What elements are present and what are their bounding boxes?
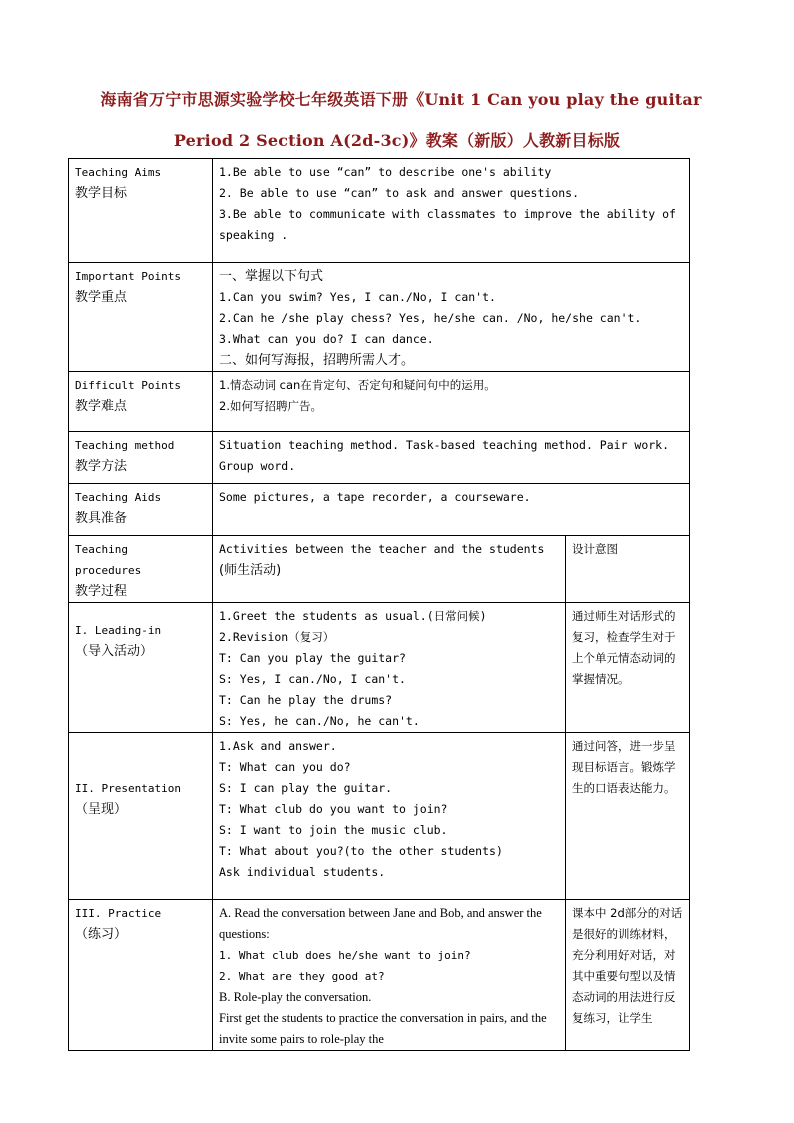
- activity-line: T: Can he play the drums?: [219, 693, 393, 707]
- content-cell: [213, 159, 690, 263]
- activities-cell: [213, 733, 566, 900]
- method-text: Situation teaching method. Task-based teaching method. Pair work. Group word.: [219, 438, 670, 473]
- label-en: procedures: [75, 564, 142, 577]
- label-cell: [69, 536, 213, 603]
- activity-line: S: Yes, I can./No, I can't.: [219, 672, 406, 686]
- activity-line: T: What club do you want to join?: [219, 802, 448, 816]
- activity-line: 2.Revision（复习）: [219, 630, 335, 644]
- aim-item: 2. Be able to use “can” to ask and answer questions.: [219, 186, 580, 200]
- label-en: Teaching: [75, 543, 128, 556]
- label-en: Teaching Aids: [75, 491, 162, 504]
- label-en: Teaching method: [75, 439, 175, 452]
- activity-line: S: Yes, he can./No, he can't.: [219, 714, 420, 728]
- lesson-plan-table: [68, 158, 690, 1051]
- difficult-item: 1.情态动词 can在肯定句、否定句和疑问句中的运用。: [219, 378, 496, 392]
- point-heading: 一、掌握以下句式: [219, 269, 324, 284]
- label-en: II. Presentation: [75, 782, 181, 795]
- row-presentation: [69, 733, 690, 900]
- design-note-cell: [566, 603, 690, 733]
- design-header: 设计意图: [572, 542, 618, 556]
- activity-line: S: I can play the guitar.: [219, 781, 393, 795]
- practice-instruction: A. Read the conversation between Jane and Bob, and answer the questions:: [219, 906, 542, 941]
- practice-question: 1. What club does he/she want to join?: [219, 949, 471, 962]
- activity-line: T: Can you play the guitar?: [219, 651, 406, 665]
- label-cn: 教具准备: [75, 511, 128, 526]
- activities-header-en: Activities between the teacher and the students: [219, 542, 545, 556]
- practice-question: 2. What are they good at?: [219, 970, 385, 983]
- label-cell: [69, 733, 213, 900]
- document-title-line-2: Period 2 Section A(2d-3c)》教案（新版）人教新目标版: [173, 131, 621, 150]
- label-cell: [69, 603, 213, 733]
- label-en: III. Practice: [75, 907, 162, 920]
- label-cell: [69, 159, 213, 263]
- label-cn: 教学重点: [75, 290, 128, 305]
- label-cell: [69, 900, 213, 1051]
- label-cn: 教学难点: [75, 399, 128, 414]
- row-leading-in: [69, 603, 690, 733]
- activity-line: T: What can you do?: [219, 760, 351, 774]
- label-en: I. Leading-in: [75, 624, 162, 637]
- row-practice: [69, 900, 690, 1051]
- design-note: 通过问答，进一步呈现目标语言。锻炼学生的口语表达能力。: [572, 739, 676, 795]
- content-cell: [213, 263, 690, 372]
- design-note: 通过师生对话形式的复习，检查学生对于上个单元情态动词的掌握情况。: [572, 609, 676, 686]
- activities-header-cn: (师生活动): [219, 563, 282, 578]
- label-cn: （导入活动）: [75, 644, 154, 659]
- aim-item: 3.Be able to communicate with classmates to improve the ability of speaking .: [219, 207, 676, 242]
- row-teaching-aids: [69, 484, 690, 536]
- activity-line: 1.Greet the students as usual.(日常问候): [219, 609, 487, 623]
- row-teaching-method: [69, 432, 690, 484]
- document-title-line-1: 海南省万宁市思源实验学校七年级英语下册《Unit 1 Can you play the guitar: [100, 90, 702, 109]
- label-cell: [69, 263, 213, 372]
- activity-line: T: What about you?(to the other students): [219, 844, 503, 858]
- label-cell: [69, 432, 213, 484]
- label-cn: 教学过程: [75, 584, 128, 599]
- activities-cell: [213, 900, 566, 1051]
- label-cn: 教学目标: [75, 186, 128, 201]
- design-note: 课本中 2d部分的对话是很好的训练材料，充分利用好对话，对其中重要句型以及情态动词的用法进行反复练习，让学生: [572, 906, 683, 1025]
- label-cn: 教学方法: [75, 459, 128, 474]
- label-cell: [69, 484, 213, 536]
- aids-text: Some pictures, a tape recorder, a courseware.: [219, 490, 531, 504]
- aim-item: 1.Be able to use “can” to describe one's ability: [219, 165, 552, 179]
- point-item: 2.Can he /she play chess? Yes, he/she can. /No, he/she can't.: [219, 311, 642, 325]
- content-cell: [213, 372, 690, 432]
- content-cell: [213, 432, 690, 484]
- row-procedures-header: [69, 536, 690, 603]
- design-note-cell: [566, 733, 690, 900]
- point-item: 1.Can you swim? Yes, I can./No, I can't.: [219, 290, 496, 304]
- point-heading: 二、如何写海报，招聘所需人才。: [219, 353, 415, 368]
- design-note-cell: [566, 900, 690, 1051]
- activity-line: Ask individual students.: [219, 865, 386, 879]
- label-en: Difficult Points: [75, 379, 181, 392]
- label-cell: [69, 372, 213, 432]
- activity-line: 1.Ask and answer.: [219, 739, 337, 753]
- point-item: 3.What can you do? I can dance.: [219, 332, 434, 346]
- row-important-points: [69, 263, 690, 372]
- label-en: Teaching Aims: [75, 166, 162, 179]
- difficult-item: 2.如何写招聘广告。: [219, 399, 322, 413]
- activities-header-cell: [213, 536, 566, 603]
- practice-instruction: First get the students to practice the conversation in pairs, and the invite some pairs to role-play the: [219, 1011, 547, 1046]
- activity-line: S: I want to join the music club.: [219, 823, 448, 837]
- practice-instruction: B. Role-play the conversation.: [219, 990, 372, 1004]
- content-cell: [213, 484, 690, 536]
- label-en: Important Points: [75, 270, 181, 283]
- label-cn: （练习）: [75, 927, 128, 942]
- row-difficult-points: [69, 372, 690, 432]
- design-header-cell: [566, 536, 690, 603]
- activities-cell: [213, 603, 566, 733]
- row-teaching-aims: [69, 159, 690, 263]
- label-cn: （呈现）: [75, 802, 128, 817]
